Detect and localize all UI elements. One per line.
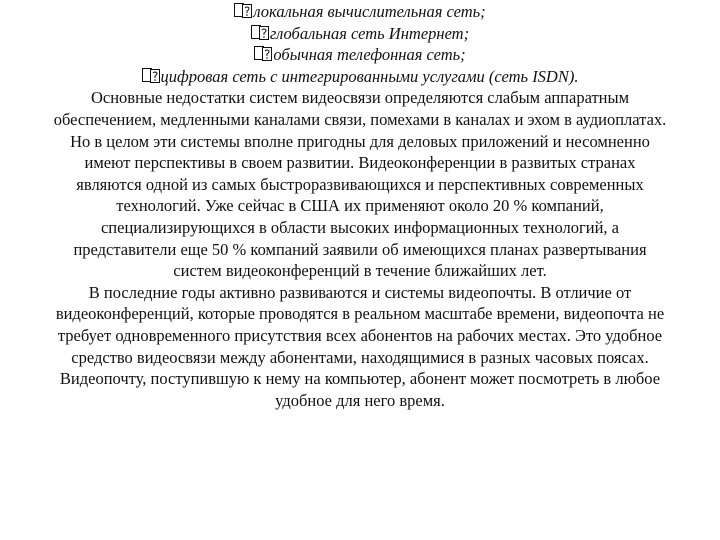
list-item <box>50 44 670 66</box>
list-item <box>50 23 670 45</box>
paragraph: В последние годы активно развиваются и системы видеопочты. В отличие от видеоконференций, которые проводятся в реальном масштабе времени, видеопочта не требует одновременного присутствия всех абонентов на рабочих местах. Это удобное средство видеосвязи между абонентами, находящимися в разных часовых поясах. Видеопочту, поступившую к нему на компьютер, абонент может посмотреть в любое удобное для него время. <box>55 282 665 410</box>
list-item <box>50 66 670 88</box>
document-page <box>50 1 670 411</box>
list-item-text: цифровая сеть с интегрированными услугами (сеть ISDN). <box>160 66 579 86</box>
list-item-text: глобальная сеть Интернет; <box>269 23 470 43</box>
missing-glyph-icon <box>254 46 272 61</box>
paragraph: Основные недостатки систем видеосвязи определяются слабым аппаратным обеспечением, медленными каналами связи, помехами в каналах и эхом в аудиоплатах. Но в целом эти системы вполне пригодны для деловых приложений и несомненно имеют перспективы в своем развитии. Видеоконференции в развитых странах являются одной из самых быстроразвивающихся и перспективных современных технологий. Уже сейчас в США их применяют около 20 % компаний, специализирующихся в области высоких информационных технологий, а представители еще 50 % компаний заявили об имеющихся планах развертывания систем видеоконференций в течение ближайших лет. <box>53 88 667 281</box>
list-item-text: локальная вычислительная сеть; <box>253 2 486 21</box>
missing-glyph-icon <box>142 68 160 83</box>
missing-glyph-icon <box>251 25 269 40</box>
list-item-text: обычная телефонная сеть; <box>273 45 466 65</box>
list-item <box>50 1 670 23</box>
missing-glyph-icon <box>234 3 252 18</box>
